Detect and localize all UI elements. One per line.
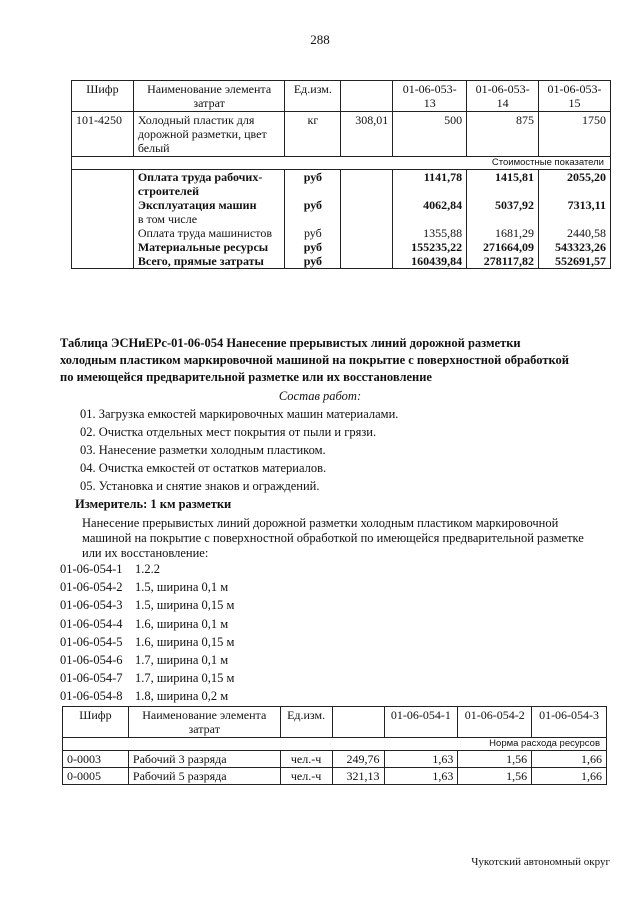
header-name: Наименование элемента затрат — [133, 81, 285, 112]
header-col3: 01-06-054-3 — [532, 707, 607, 738]
row-v1: 160439,84 — [393, 254, 467, 269]
row-unit: чел.-ч — [280, 768, 332, 785]
page-number: 288 — [310, 32, 330, 47]
list-item — [60, 580, 234, 598]
description-line: Нанесение прерывистых линий дорожной разметки холодным пластиком маркировочной — [82, 516, 559, 530]
subheader-row — [63, 738, 607, 751]
subheader-label: Стоимостные показатели — [72, 157, 611, 170]
table-row — [72, 170, 611, 199]
row-price: 249,76 — [332, 751, 384, 768]
row-v2: 1681,29 — [467, 226, 539, 240]
item-code: 101-4250 — [72, 112, 134, 157]
list-desc: 1.7, ширина 0,1 м — [135, 652, 229, 667]
list-desc: 1.5, ширина 0,1 м — [135, 580, 229, 595]
list-desc: 1.8, ширина 0,2 м — [135, 689, 229, 704]
list-code: 01-06-054-2 — [60, 580, 123, 595]
row-v1: 4062,84 — [393, 198, 467, 212]
header-unit: Ед.изм. — [285, 81, 341, 112]
table-row — [72, 254, 611, 269]
row-unit: руб — [285, 198, 341, 212]
row-v3: 552691,57 — [539, 254, 611, 269]
row-v1: 155235,22 — [393, 240, 467, 254]
list-desc: 1.7, ширина 0,15 м — [135, 671, 235, 686]
list-desc: 1.6, ширина 0,15 м — [135, 634, 235, 649]
item-price: 308,01 — [341, 112, 393, 157]
table-row — [72, 240, 611, 254]
work-item: 01. Загрузка емкостей маркировочных машин материалами. — [80, 407, 399, 421]
subheader-row — [72, 157, 611, 170]
row-name: Рабочий 5 разряда — [128, 768, 280, 785]
table-header-row — [63, 707, 607, 738]
row-unit: руб — [285, 240, 341, 254]
list-item — [60, 562, 234, 580]
row-name: Оплата труда машинистов — [133, 226, 285, 240]
list-item — [60, 598, 234, 616]
row-v3: 1,66 — [532, 751, 607, 768]
list-item — [60, 617, 234, 635]
table-row — [63, 751, 607, 768]
row-v2: 271664,09 — [467, 240, 539, 254]
header-name: Наименование элемента затрат — [128, 707, 280, 738]
list-desc: 1.5, ширина 0,15 м — [135, 598, 235, 613]
row-unit: руб — [285, 170, 341, 199]
work-item: 05. Установка и снятие знаков и ограждений. — [80, 479, 320, 493]
row-name: Рабочий 3 разряда — [128, 751, 280, 768]
description-line: или их восстановление: — [82, 546, 209, 560]
list-item — [60, 671, 234, 689]
work-heading: Состав работ: — [278, 389, 362, 403]
section-title-line-2: холодным пластиком маркировочной машиной на покрытие с поверхностной обработкой — [60, 353, 569, 367]
work-item: 03. Нанесение разметки холодным пластиком. — [80, 443, 326, 457]
row-v3: 2055,20 — [539, 170, 611, 199]
row-name: Эксплуатация машин — [133, 198, 285, 212]
list-code: 01-06-054-4 — [60, 616, 123, 631]
row-v3: 2440,58 — [539, 226, 611, 240]
row-v2: 278117,82 — [467, 254, 539, 269]
row-name: Всего, прямые затраты — [133, 254, 285, 269]
list-item — [60, 653, 234, 671]
table-row — [72, 226, 611, 240]
header-code: Шифр — [63, 707, 129, 738]
list-code: 01-06-054-6 — [60, 652, 123, 667]
header-col3: 01-06-053-15 — [539, 81, 611, 112]
list-desc: 1.6, ширина 0,1 м — [135, 616, 229, 631]
cost-table-053 — [71, 80, 611, 269]
header-col1: 01-06-053-13 — [393, 81, 467, 112]
header-col2: 01-06-054-2 — [458, 707, 532, 738]
subheader-label: Норма расхода ресурсов — [63, 738, 607, 751]
row-name: в том числе — [133, 212, 285, 226]
row-v1: 1,63 — [384, 751, 458, 768]
table-row — [72, 198, 611, 212]
header-price — [341, 81, 393, 112]
description-line: машиной на покрытие с поверхностной обработкой по имеющейся предварительной разметке — [82, 531, 584, 545]
header-price — [332, 707, 384, 738]
footer-region: Чукотский автономный округ — [471, 856, 610, 868]
list-code: 01-06-054-7 — [60, 671, 123, 686]
section-title-line-3: по имеющейся предварительной разметке или их восстановление — [60, 370, 432, 384]
item-v3: 1750 — [539, 112, 611, 157]
item-v2: 875 — [467, 112, 539, 157]
row-unit: чел.-ч — [280, 751, 332, 768]
item-v1: 500 — [393, 112, 467, 157]
row-price: 321,13 — [332, 768, 384, 785]
header-code: Шифр — [72, 81, 134, 112]
row-unit: руб — [285, 226, 341, 240]
row-v2: 1,56 — [458, 768, 532, 785]
row-v1: 1355,88 — [393, 226, 467, 240]
row-v2: 1,56 — [458, 751, 532, 768]
resource-table-054 — [62, 706, 607, 785]
row-v2: 5037,92 — [467, 198, 539, 212]
item-unit: кг — [285, 112, 341, 157]
table-header-row — [72, 81, 611, 112]
list-desc: 1.2.2 — [135, 562, 160, 576]
list-code: 01-06-054-8 — [60, 689, 123, 704]
list-item — [60, 689, 234, 707]
section-title-line-1: Таблица ЭСНиЕРс-01-06-054 Нанесение прерывистых линий дорожной разметки — [60, 336, 521, 350]
row-name: Оплата труда рабочих-строителей — [133, 170, 285, 199]
code-list — [60, 562, 234, 708]
table-row — [72, 112, 611, 157]
list-item — [60, 635, 234, 653]
row-v1: 1,63 — [384, 768, 458, 785]
header-unit: Ед.изм. — [280, 707, 332, 738]
header-col1: 01-06-054-1 — [384, 707, 458, 738]
row-name: Материальные ресурсы — [133, 240, 285, 254]
row-unit: руб — [285, 254, 341, 269]
table-row — [63, 768, 607, 785]
item-name: Холодный пластик для дорожной разметки, цвет белый — [133, 112, 285, 157]
work-item: 04. Очистка емкостей от остатков материалов. — [80, 461, 327, 475]
header-col2: 01-06-053-14 — [467, 81, 539, 112]
row-code: 0-0005 — [63, 768, 129, 785]
measure-label: Измеритель: 1 км разметки — [75, 497, 232, 511]
list-code: 01-06-054-1 — [60, 562, 123, 576]
row-v2: 1415,81 — [467, 170, 539, 199]
list-code: 01-06-054-5 — [60, 634, 123, 649]
list-code: 01-06-054-3 — [60, 598, 123, 613]
row-v3: 7313,11 — [539, 198, 611, 212]
row-code: 0-0003 — [63, 751, 129, 768]
row-v3: 543323,26 — [539, 240, 611, 254]
table-row — [72, 212, 611, 226]
row-v3: 1,66 — [532, 768, 607, 785]
work-item: 02. Очистка отдельных мест покрытия от пыли и грязи. — [80, 425, 377, 439]
row-v1: 1141,78 — [393, 170, 467, 199]
